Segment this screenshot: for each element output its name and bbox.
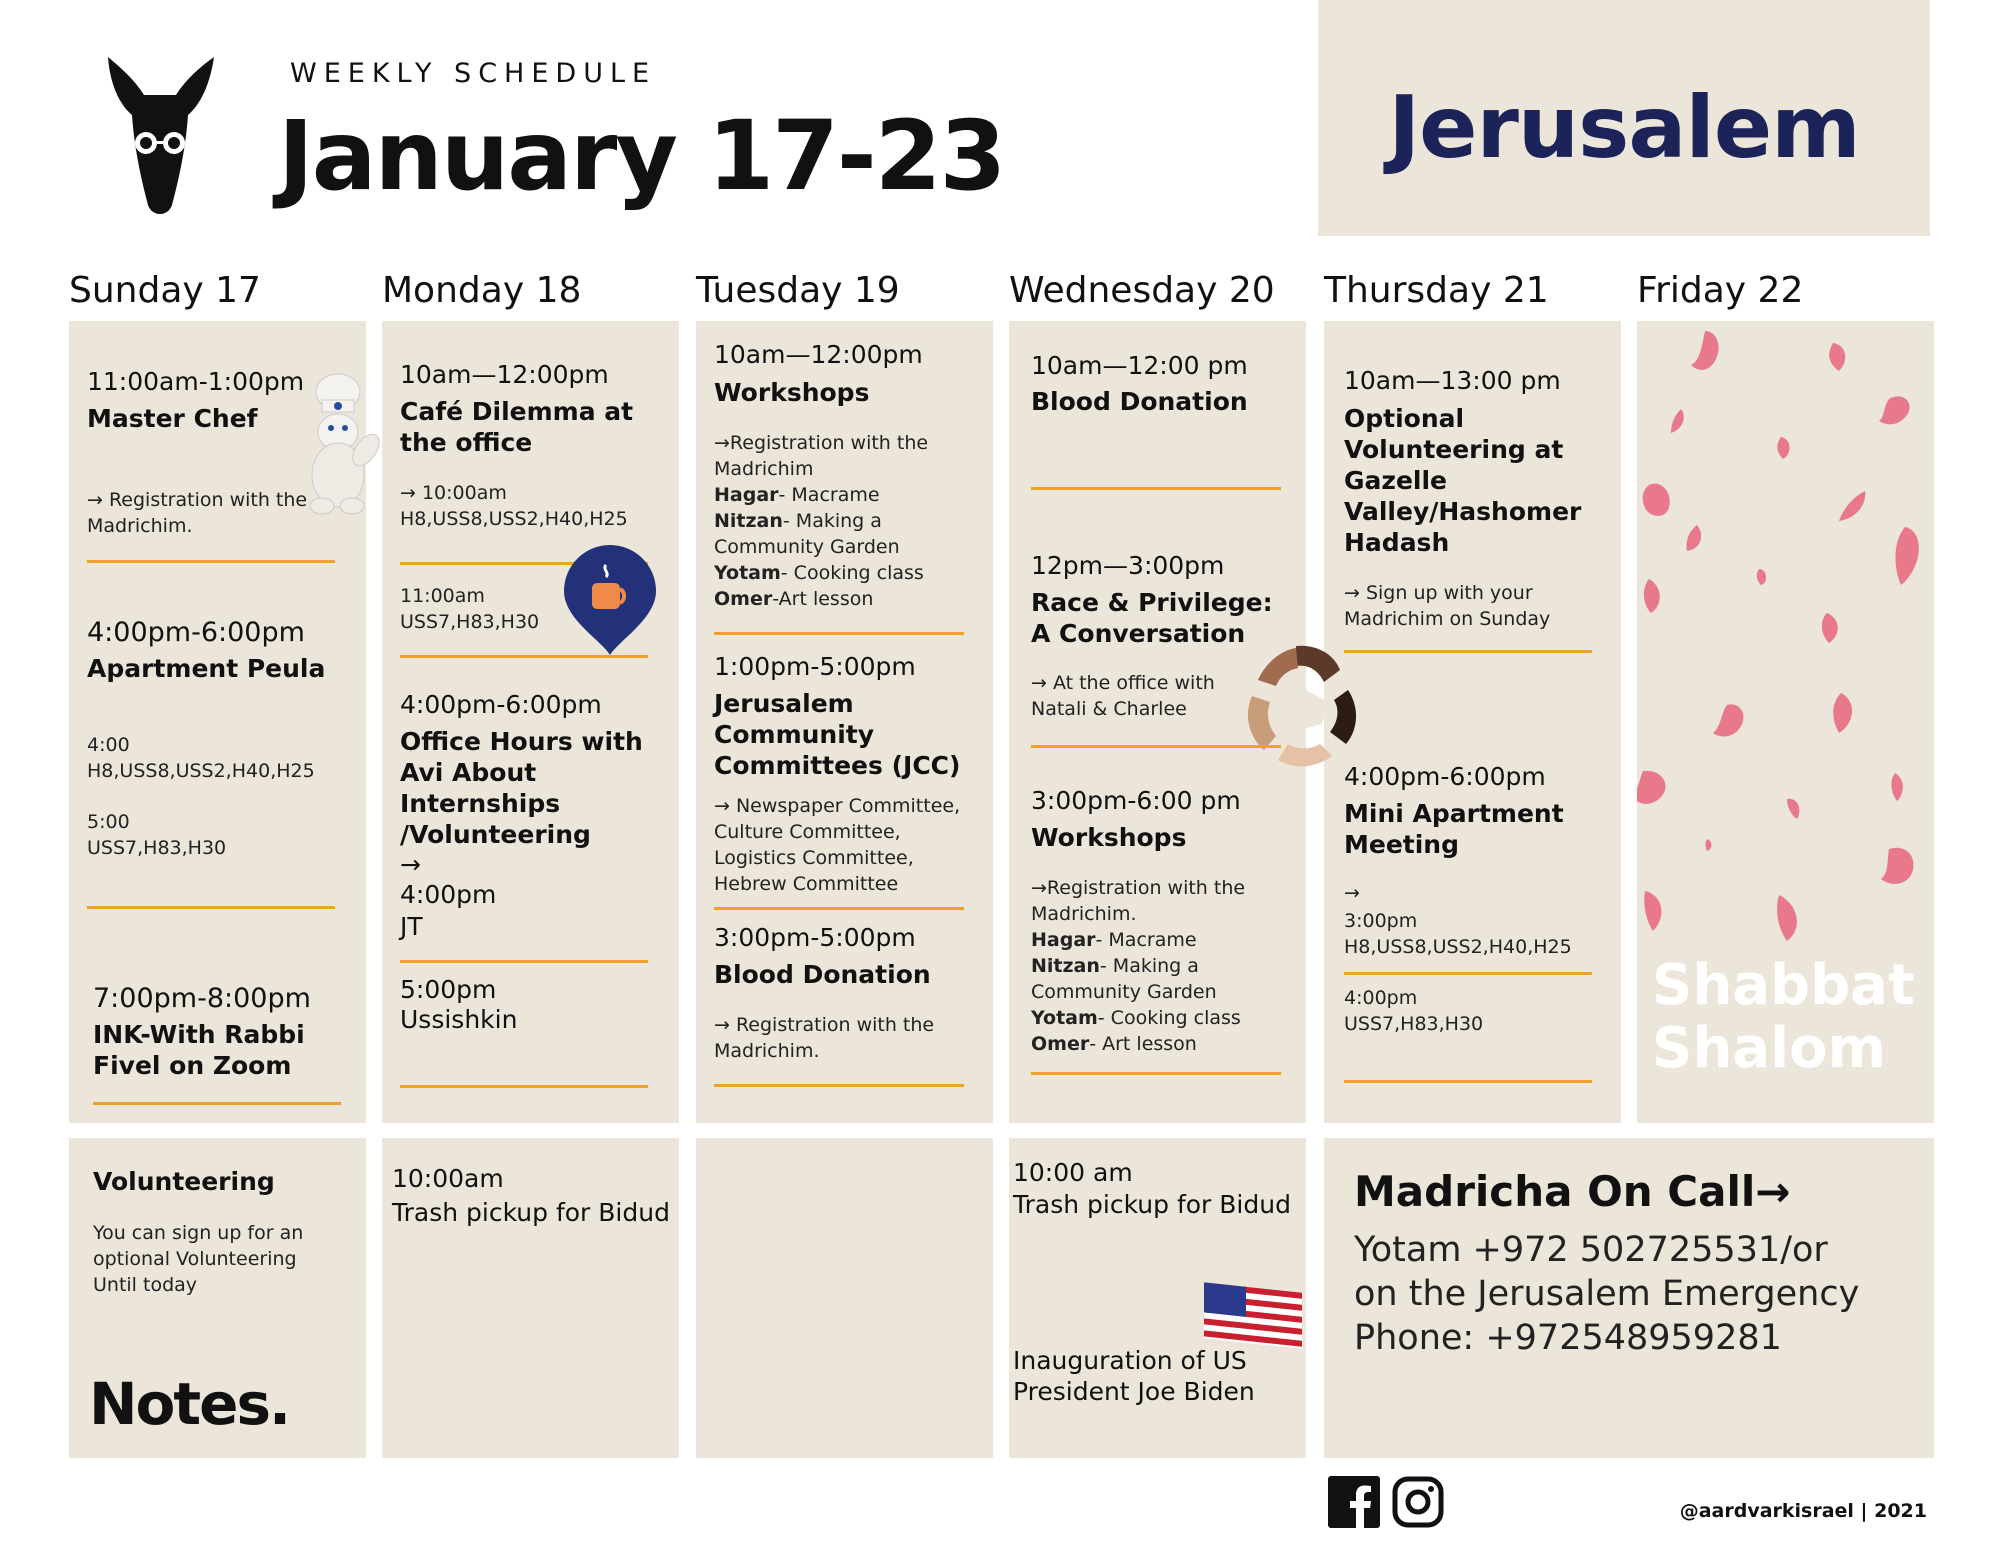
monday-slot2-groups: USS7,H83,H30 <box>400 611 540 633</box>
tuesday-workshop-hagar: Hagar- Macrame <box>714 484 880 506</box>
tuesday-event2-title: Jerusalem Community Committees (JCC) <box>714 689 961 780</box>
volunteering-title: Volunteering <box>93 1167 275 1196</box>
monday-event1-time: 10am—12:00pm <box>400 360 609 389</box>
wednesday-event2-title: Race & Privilege: A Conversation <box>1031 588 1273 648</box>
volunteering-text: You can sign up for an optional Volunteering Until today <box>93 1222 304 1296</box>
divider <box>1031 1072 1281 1075</box>
wednesday-event1-title: Blood Donation <box>1031 387 1248 416</box>
oncall-text: Yotam +972 502725531/or on the Jerusalem Emergency Phone: +972548959281 <box>1354 1230 1860 1358</box>
thursday-event1-note: → Sign up with your Madrichim on Sunday <box>1344 582 1551 630</box>
wednesday-event2-note: → At the office with Natali & Charlee <box>1031 672 1215 720</box>
day-header-wednesday: Wednesday 20 <box>1009 270 1275 311</box>
monday-slot2-time: 11:00am <box>400 585 485 607</box>
tuesday-event3-title: Blood Donation <box>714 960 931 989</box>
divider <box>87 906 335 909</box>
footer-handle[interactable]: @aardvarkisrael | 2021 <box>1679 1500 1927 1522</box>
monday-bottom-text: Trash pickup for Bidud <box>392 1198 670 1227</box>
shabbat-line2: Shalom <box>1652 1016 1887 1081</box>
wednesday-event1-time: 10am—12:00 pm <box>1031 351 1248 380</box>
wednesday-bottom-time: 10:00 am <box>1013 1158 1133 1187</box>
shabbat-line1: Shabbat <box>1652 953 1915 1018</box>
tuesday-event2-note: → Newspaper Committee, Culture Committee, Logistics Committee, Hebrew Committee <box>714 795 961 895</box>
thursday-event2-arrow: → <box>1344 882 1360 904</box>
divider <box>714 632 964 635</box>
us-flag-icon <box>1200 1278 1306 1350</box>
thursday-slot2-time: 4:00pm <box>1344 987 1418 1009</box>
tuesday-event1-time: 10am—12:00pm <box>714 340 923 369</box>
thursday-event1-time: 10am—13:00 pm <box>1344 366 1561 395</box>
divider <box>1031 745 1281 748</box>
sunday-event1-title: Master Chef <box>87 404 258 433</box>
monday-event2-subtime: 4:00pm <box>400 880 497 909</box>
coffee-pin-icon <box>562 545 658 657</box>
divider <box>400 960 648 963</box>
wednesday-event2-time: 12pm—3:00pm <box>1031 551 1225 580</box>
wednesday-bottom-event: Inauguration of US President Joe Biden <box>1013 1346 1255 1406</box>
thursday-slot1-groups: H8,USS8,USS2,H40,H25 <box>1344 936 1572 958</box>
monday-slot1-time: → 10:00am <box>400 482 507 504</box>
thursday-event2-title: Mini Apartment Meeting <box>1344 799 1564 859</box>
monday-event2-who: JT <box>400 912 423 941</box>
divider <box>400 1085 648 1088</box>
divider <box>1031 487 1281 490</box>
divider <box>1344 650 1592 653</box>
sunday-slot2-groups: USS7,H83,H30 <box>87 837 227 859</box>
thursday-slot2-groups: USS7,H83,H30 <box>1344 1013 1484 1035</box>
sunday-event1-note: → Registration with the Madrichim. <box>87 489 308 537</box>
monday-event2-time: 4:00pm-6:00pm <box>400 690 602 719</box>
wednesday-workshop-yotam: Yotam- Cooking class <box>1031 1007 1241 1029</box>
tuesday-event2-time: 1:00pm-5:00pm <box>714 652 916 681</box>
tuesday-bottom-cell <box>696 1138 993 1458</box>
wednesday-event3-time: 3:00pm-6:00 pm <box>1031 786 1241 815</box>
sunday-slot2-time: 5:00 <box>87 811 130 833</box>
hands-circle-illustration <box>1236 640 1366 775</box>
instagram-icon[interactable] <box>1392 1476 1444 1528</box>
divider <box>1344 972 1592 975</box>
day-header-thursday: Thursday 21 <box>1324 270 1549 311</box>
divider <box>714 1084 964 1087</box>
notes-title: Notes. <box>89 1370 290 1438</box>
tuesday-event3-note: → Registration with the Madrichim. <box>714 1014 935 1062</box>
monday-event3-time: 5:00pm <box>400 975 497 1004</box>
wednesday-workshop-nitzan: Nitzan- Making a Community Garden <box>1031 955 1217 1003</box>
wednesday-event3-title: Workshops <box>1031 823 1187 852</box>
monday-slot1-groups: H8,USS8,USS2,H40,H25 <box>400 508 628 530</box>
wednesday-event3-note: →Registration with the Madrichim. <box>1031 877 1246 925</box>
city-name: Jerusalem <box>1388 78 1860 178</box>
sunday-event3-time: 7:00pm-8:00pm <box>93 983 311 1014</box>
oncall-title: Madricha On Call→ <box>1354 1167 1791 1216</box>
doughboy-illustration <box>300 370 386 516</box>
sunday-event2-time: 4:00pm-6:00pm <box>87 617 305 648</box>
tuesday-event1-title: Workshops <box>714 378 870 407</box>
sunday-slot1-groups: H8,USS8,USS2,H40,H25 <box>87 760 315 782</box>
thursday-slot1-time: 3:00pm <box>1344 910 1418 932</box>
thursday-event1-title: Optional Volunteering at Gazelle Valley/Hashomer Hadash <box>1344 404 1582 557</box>
aardvark-logo <box>100 55 220 220</box>
wednesday-workshop-hagar: Hagar- Macrame <box>1031 929 1197 951</box>
sunday-slot1-time: 4:00 <box>87 734 130 756</box>
facebook-icon[interactable] <box>1328 1476 1380 1528</box>
day-header-monday: Monday 18 <box>382 270 582 311</box>
day-header-sunday: Sunday 17 <box>69 270 261 311</box>
day-header-friday: Friday 22 <box>1637 270 1804 311</box>
tuesday-workshop-omer: Omer-Art lesson <box>714 588 874 610</box>
monday-bottom-time: 10:00am <box>392 1164 504 1193</box>
tuesday-event1-note: →Registration with the Madrichim <box>714 432 929 480</box>
divider <box>400 655 648 658</box>
monday-event2-title: Office Hours with Avi About Internships /Volunteering <box>400 727 643 849</box>
divider <box>87 560 335 563</box>
monday-event1-title: Café Dilemma at the office <box>400 397 634 457</box>
sunday-event3-title: INK-With Rabbi Fivel on Zoom <box>93 1020 305 1080</box>
day-header-tuesday: Tuesday 19 <box>696 270 900 311</box>
tuesday-workshop-nitzan: Nitzan- Making a Community Garden <box>714 510 900 558</box>
divider <box>93 1102 341 1105</box>
tuesday-event3-time: 3:00pm-5:00pm <box>714 923 916 952</box>
tuesday-workshop-yotam: Yotam- Cooking class <box>714 562 924 584</box>
wednesday-bottom-text: Trash pickup for Bidud <box>1013 1190 1291 1219</box>
monday-event3-place: Ussishkin <box>400 1005 518 1034</box>
sunday-event1-time: 11:00am-1:00pm <box>87 367 305 396</box>
divider <box>1344 1080 1592 1083</box>
divider <box>714 907 964 910</box>
monday-event2-arrow: → <box>400 850 421 879</box>
header-subtitle: WEEKLY SCHEDULE <box>290 58 657 89</box>
page-title: January 17-23 <box>278 100 1005 212</box>
wednesday-workshop-omer: Omer- Art lesson <box>1031 1033 1197 1055</box>
thursday-event2-time: 4:00pm-6:00pm <box>1344 762 1546 791</box>
sunday-event2-title: Apartment Peula <box>87 654 326 683</box>
